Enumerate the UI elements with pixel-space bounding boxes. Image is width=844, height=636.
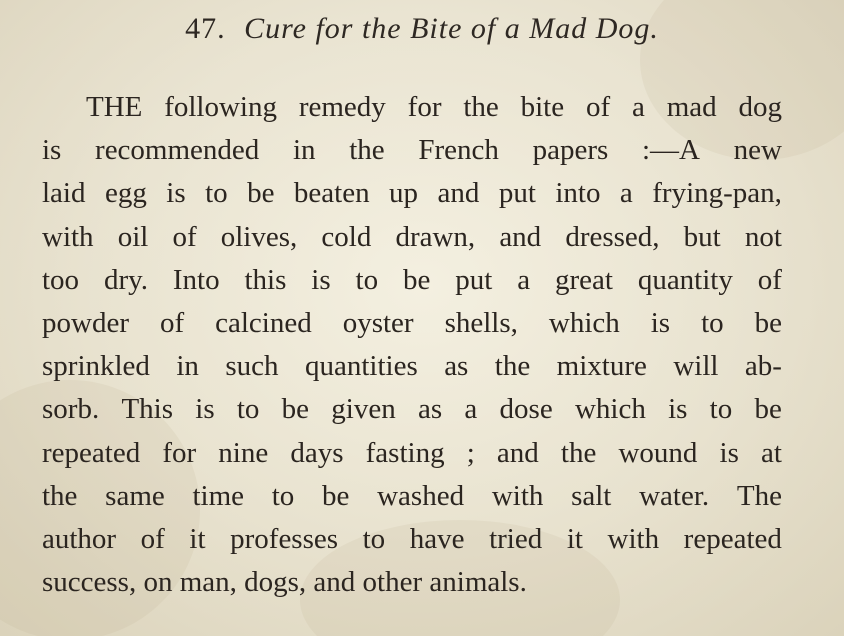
word: laid — [42, 177, 86, 210]
word: frying-pan, — [652, 177, 782, 210]
word: which — [548, 306, 620, 339]
text-line — [42, 475, 782, 518]
word: with — [491, 479, 544, 512]
word: the — [494, 350, 531, 383]
word: nine — [218, 436, 269, 469]
word: dressed, — [565, 220, 660, 253]
word: as — [444, 350, 469, 383]
word: which — [574, 393, 646, 426]
word: repeated — [42, 436, 141, 469]
word: be — [322, 479, 350, 512]
word: is — [719, 436, 739, 469]
word: be — [754, 306, 782, 339]
word: water. — [639, 479, 710, 512]
word: great — [554, 263, 613, 296]
section-number: 47. — [185, 12, 226, 45]
word: a — [631, 91, 645, 123]
word: to — [236, 393, 260, 426]
word: ; — [466, 436, 475, 469]
word: cold — [321, 220, 372, 253]
word: washed — [377, 479, 465, 512]
word: of — [585, 91, 611, 123]
word: calcined — [215, 306, 312, 339]
word: is — [42, 134, 62, 167]
word: author — [42, 522, 117, 555]
word: same — [105, 479, 165, 512]
text-line — [42, 86, 782, 129]
word: is — [650, 306, 671, 339]
word: to — [271, 479, 295, 512]
word: French — [418, 134, 499, 167]
word: repeated — [683, 522, 782, 555]
text-line — [42, 561, 782, 604]
text-line — [42, 345, 782, 388]
word: it — [189, 522, 206, 555]
word: be — [247, 177, 275, 210]
word: a — [517, 263, 531, 296]
word: a — [464, 393, 478, 426]
word: to — [355, 263, 379, 296]
word: tried — [489, 522, 543, 555]
section-title: Cure for the Bite of a Mad Dog. — [244, 12, 659, 45]
word: dog — [738, 91, 782, 123]
text-line — [42, 216, 782, 259]
word: is — [311, 263, 331, 296]
word: put — [498, 177, 536, 210]
word: of — [172, 220, 197, 253]
word: to — [709, 393, 733, 426]
word: new — [733, 134, 782, 167]
text-line — [42, 129, 782, 172]
word: to — [701, 306, 724, 339]
word: to — [205, 177, 228, 210]
word: is — [195, 393, 215, 426]
word: with — [607, 522, 660, 555]
word: Into — [172, 263, 220, 296]
word: sorb. — [42, 393, 100, 426]
section-heading — [0, 12, 844, 46]
word: ab- — [744, 350, 782, 383]
word: dose — [499, 393, 553, 426]
word: wound — [618, 436, 698, 469]
word: mixture — [556, 350, 647, 383]
word: into — [555, 177, 601, 210]
word: quantity — [637, 263, 733, 296]
word: be — [754, 393, 782, 426]
word: this — [244, 263, 287, 296]
word: for — [407, 91, 442, 123]
word: professes — [230, 522, 339, 555]
word: salt — [571, 479, 612, 512]
word: quantities — [304, 350, 418, 383]
word: in — [176, 350, 199, 383]
word: and — [499, 220, 542, 253]
word: up — [389, 177, 419, 210]
word: be — [402, 263, 431, 296]
word: olives, — [220, 220, 298, 253]
word: not — [744, 220, 782, 253]
word: the — [42, 479, 78, 512]
word: will — [673, 350, 719, 383]
word: of — [757, 263, 782, 296]
word: at — [761, 436, 782, 469]
word: as — [417, 393, 443, 426]
word: the — [463, 91, 499, 123]
text-line — [42, 388, 782, 431]
word: put — [455, 263, 493, 296]
word: for — [162, 436, 197, 469]
word: to — [362, 522, 386, 555]
word: given — [331, 393, 396, 426]
word: is — [668, 393, 688, 426]
word: in — [292, 134, 316, 167]
text-line — [42, 432, 782, 475]
word: be — [281, 393, 310, 426]
word: it — [566, 522, 583, 555]
word: remedy — [298, 91, 386, 123]
word: have — [409, 522, 465, 555]
word: This — [121, 393, 174, 426]
word: shells, — [444, 306, 518, 339]
word: mad — [666, 91, 717, 123]
word: oyster — [342, 306, 414, 339]
word: bite — [520, 91, 565, 123]
word: The — [736, 479, 782, 512]
word: is — [166, 177, 186, 210]
word: such — [225, 350, 279, 383]
word: sprinkled — [42, 350, 150, 383]
word: :—A — [641, 134, 700, 167]
text-line — [42, 302, 782, 345]
text-line-content: success, on man, dogs, and other animals. — [42, 566, 527, 599]
word: egg — [104, 177, 147, 210]
word: fasting — [365, 436, 445, 469]
paragraph — [42, 86, 782, 604]
text-line — [42, 518, 782, 561]
word: and — [496, 436, 539, 469]
word: a — [619, 177, 633, 210]
word: THE — [86, 91, 143, 123]
word: following — [164, 91, 277, 123]
word: oil — [117, 220, 149, 253]
word: the — [560, 436, 597, 469]
word: and — [437, 177, 480, 210]
word: too — [42, 263, 80, 296]
text-line — [42, 172, 782, 215]
word: dry. — [103, 263, 148, 296]
word: but — [683, 220, 721, 253]
word: drawn, — [395, 220, 476, 253]
word: of — [140, 522, 165, 555]
word: beaten — [293, 177, 370, 210]
text-line — [42, 259, 782, 302]
word: papers — [532, 134, 609, 167]
word: of — [159, 306, 185, 339]
word: recommended — [95, 134, 260, 167]
word: days — [290, 436, 344, 469]
word: with — [42, 220, 94, 253]
word: time — [192, 479, 245, 512]
word: the — [349, 134, 385, 167]
word: powder — [42, 306, 129, 339]
